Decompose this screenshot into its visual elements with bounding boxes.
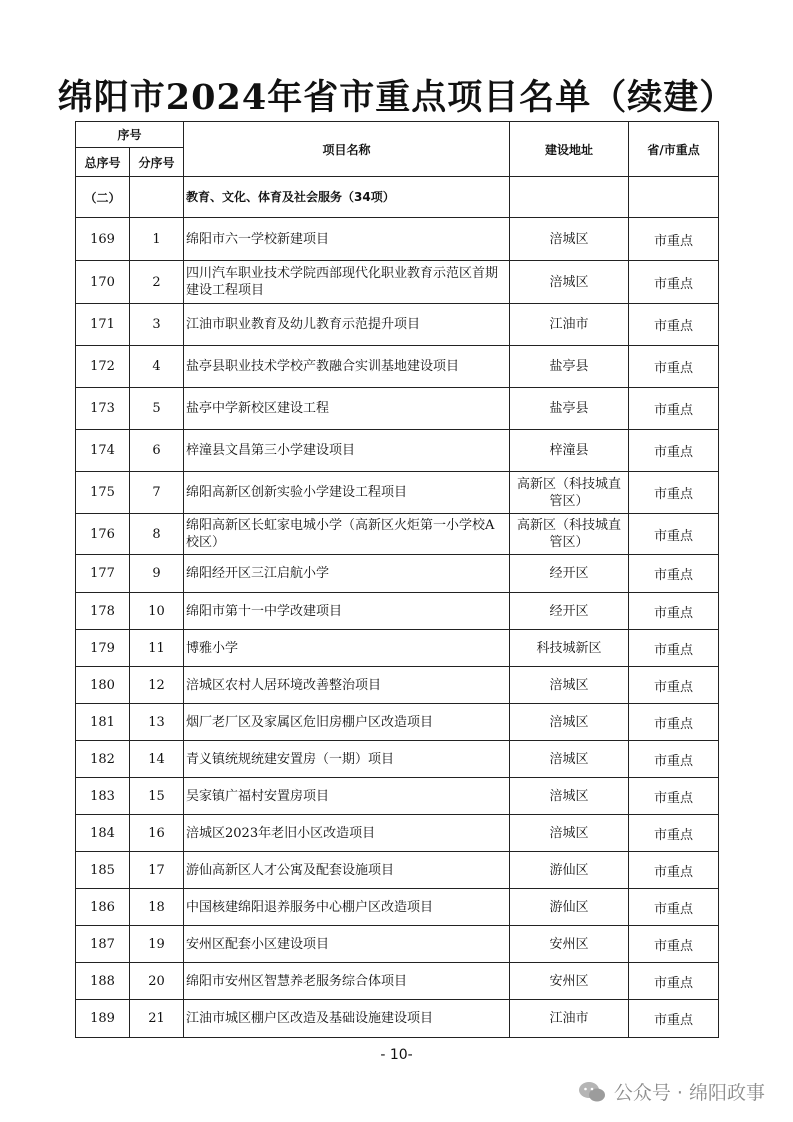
project-name-header: 项目名称	[184, 122, 510, 177]
location-cell: 涪城区	[510, 667, 629, 704]
sub-seq-cell: 19	[130, 926, 184, 963]
sub-seq-cell: 17	[130, 852, 184, 889]
table-row	[76, 704, 719, 741]
location-cell: 安州区	[510, 963, 629, 1000]
location-cell: 安州区	[510, 926, 629, 963]
project-name-cell: 绵阳高新区创新实验小学建设工程项目	[184, 472, 510, 514]
project-name-cell: 盐亭中学新校区建设工程	[184, 388, 510, 430]
level-cell: 市重点	[629, 815, 719, 852]
location-cell: 江油市	[510, 1000, 629, 1038]
wechat-icon	[578, 1081, 606, 1103]
project-name-cell: 江油市职业教育及幼儿教育示范提升项目	[184, 304, 510, 346]
location-cell: 游仙区	[510, 852, 629, 889]
project-name-cell: 安州区配套小区建设项目	[184, 926, 510, 963]
location-cell: 涪城区	[510, 778, 629, 815]
sub-seq-cell: 5	[130, 388, 184, 430]
total-seq-cell: 189	[76, 1000, 130, 1038]
location-header: 建设地址	[510, 122, 629, 177]
location-cell: 江油市	[510, 304, 629, 346]
section-row	[76, 177, 719, 218]
total-seq-cell: 178	[76, 593, 130, 630]
table-row	[76, 514, 719, 555]
table-row	[76, 1000, 719, 1038]
level-cell: 市重点	[629, 514, 719, 555]
location-cell: 涪城区	[510, 218, 629, 261]
total-seq-cell: 185	[76, 852, 130, 889]
location-cell: 高新区（科技城直管区）	[510, 514, 629, 555]
sub-seq-cell: 7	[130, 472, 184, 514]
project-name-cell: 吴家镇广福村安置房项目	[184, 778, 510, 815]
sub-seq-header: 分序号	[130, 148, 184, 177]
table-row	[76, 889, 719, 926]
location-cell: 涪城区	[510, 704, 629, 741]
level-cell: 市重点	[629, 889, 719, 926]
sub-seq-cell: 16	[130, 815, 184, 852]
project-name-cell: 涪城区2023年老旧小区改造项目	[184, 815, 510, 852]
level-cell: 市重点	[629, 346, 719, 388]
sub-seq-cell: 10	[130, 593, 184, 630]
level-cell: 市重点	[629, 741, 719, 778]
level-cell: 市重点	[629, 555, 719, 593]
table-row	[76, 472, 719, 514]
table-row	[76, 593, 719, 630]
level-cell: 市重点	[629, 593, 719, 630]
level-cell: 市重点	[629, 472, 719, 514]
sub-seq-cell: 4	[130, 346, 184, 388]
total-seq-cell: 182	[76, 741, 130, 778]
location-cell: 高新区（科技城直管区）	[510, 472, 629, 514]
sub-seq-cell: 18	[130, 889, 184, 926]
table-row	[76, 815, 719, 852]
total-seq-cell: 186	[76, 889, 130, 926]
table-row	[76, 963, 719, 1000]
project-name-cell: 绵阳市第十一中学改建项目	[184, 593, 510, 630]
level-cell: 市重点	[629, 630, 719, 667]
seq-group-header: 序号	[76, 122, 184, 148]
location-cell: 游仙区	[510, 889, 629, 926]
level-cell: 市重点	[629, 704, 719, 741]
project-name-cell: 盐亭县职业技术学校产教融合实训基地建设项目	[184, 346, 510, 388]
level-cell: 市重点	[629, 388, 719, 430]
sub-seq-cell: 21	[130, 1000, 184, 1038]
project-name-cell: 博雅小学	[184, 630, 510, 667]
level-cell: 市重点	[629, 218, 719, 261]
total-seq-cell: 176	[76, 514, 130, 555]
section-empty-cell	[510, 177, 629, 218]
level-cell: 市重点	[629, 667, 719, 704]
level-cell: 市重点	[629, 963, 719, 1000]
total-seq-cell: 169	[76, 218, 130, 261]
table-row	[76, 778, 719, 815]
total-seq-cell: 170	[76, 261, 130, 304]
total-seq-cell: 187	[76, 926, 130, 963]
level-cell: 市重点	[629, 926, 719, 963]
level-header: 省/市重点	[629, 122, 719, 177]
location-cell: 涪城区	[510, 741, 629, 778]
watermark-text: 公众号 · 绵阳政事	[613, 1082, 765, 1104]
location-cell: 科技城新区	[510, 630, 629, 667]
total-seq-cell: 172	[76, 346, 130, 388]
table-body	[76, 177, 719, 1038]
table-row	[76, 667, 719, 704]
project-name-cell: 梓潼县文昌第三小学建设项目	[184, 430, 510, 472]
document-title: 绵阳市2024年省市重点项目名单（续建）	[57, 77, 736, 118]
project-name-cell: 烟厂老厂区及家属区危旧房棚户区改造项目	[184, 704, 510, 741]
project-name-cell: 绵阳经开区三江启航小学	[184, 555, 510, 593]
sub-seq-cell: 15	[130, 778, 184, 815]
sub-seq-cell: 2	[130, 261, 184, 304]
level-cell: 市重点	[629, 261, 719, 304]
project-name-cell: 游仙高新区人才公寓及配套设施项目	[184, 852, 510, 889]
sub-seq-cell: 6	[130, 430, 184, 472]
total-seq-cell: 173	[76, 388, 130, 430]
sub-seq-cell: 11	[130, 630, 184, 667]
section-empty-cell	[130, 177, 184, 218]
table-row	[76, 852, 719, 889]
table-row	[76, 218, 719, 261]
table-row	[76, 926, 719, 963]
project-name-cell: 绵阳市安州区智慧养老服务综合体项目	[184, 963, 510, 1000]
sub-seq-cell: 13	[130, 704, 184, 741]
location-cell: 经开区	[510, 593, 629, 630]
location-cell: 梓潼县	[510, 430, 629, 472]
section-title: 教育、文化、体育及社会服务（34项）	[184, 177, 510, 218]
table-row	[76, 261, 719, 304]
total-seq-cell: 184	[76, 815, 130, 852]
sub-seq-cell: 14	[130, 741, 184, 778]
location-cell: 涪城区	[510, 815, 629, 852]
level-cell: 市重点	[629, 778, 719, 815]
total-seq-cell: 174	[76, 430, 130, 472]
total-seq-cell: 175	[76, 472, 130, 514]
project-name-cell: 青义镇统规统建安置房（一期）项目	[184, 741, 510, 778]
total-seq-header: 总序号	[76, 148, 130, 177]
total-seq-cell: 179	[76, 630, 130, 667]
project-name-cell: 江油市城区棚户区改造及基础设施建设项目	[184, 1000, 510, 1038]
table-row	[76, 346, 719, 388]
level-cell: 市重点	[629, 852, 719, 889]
project-name-cell: 绵阳高新区长虹家电城小学（高新区火炬第一小学校A校区）	[184, 514, 510, 555]
table-row	[76, 741, 719, 778]
project-name-cell: 涪城区农村人居环境改善整治项目	[184, 667, 510, 704]
table-row	[76, 304, 719, 346]
level-cell: 市重点	[629, 304, 719, 346]
table-row	[76, 430, 719, 472]
sub-seq-cell: 8	[130, 514, 184, 555]
project-name-cell: 中国核建绵阳退养服务中心棚户区改造项目	[184, 889, 510, 926]
project-table	[75, 121, 719, 1038]
location-cell: 盐亭县	[510, 346, 629, 388]
sub-seq-cell: 20	[130, 963, 184, 1000]
location-cell: 盐亭县	[510, 388, 629, 430]
sub-seq-cell: 3	[130, 304, 184, 346]
table-row	[76, 630, 719, 667]
location-cell: 经开区	[510, 555, 629, 593]
sub-seq-cell: 1	[130, 218, 184, 261]
sub-seq-cell: 12	[130, 667, 184, 704]
project-name-cell: 绵阳市六一学校新建项目	[184, 218, 510, 261]
table-row	[76, 388, 719, 430]
total-seq-cell: 171	[76, 304, 130, 346]
page-number: - 10-	[380, 1047, 413, 1063]
total-seq-cell: 180	[76, 667, 130, 704]
total-seq-cell: 183	[76, 778, 130, 815]
section-empty-cell	[629, 177, 719, 218]
level-cell: 市重点	[629, 1000, 719, 1038]
table-row	[76, 555, 719, 593]
section-index: （二）	[76, 177, 130, 218]
location-cell: 涪城区	[510, 261, 629, 304]
total-seq-cell: 177	[76, 555, 130, 593]
sub-seq-cell: 9	[130, 555, 184, 593]
total-seq-cell: 188	[76, 963, 130, 1000]
total-seq-cell: 181	[76, 704, 130, 741]
project-name-cell: 四川汽车职业技术学院西部现代化职业教育示范区首期建设工程项目	[184, 261, 510, 304]
watermark	[578, 1078, 765, 1105]
level-cell: 市重点	[629, 430, 719, 472]
